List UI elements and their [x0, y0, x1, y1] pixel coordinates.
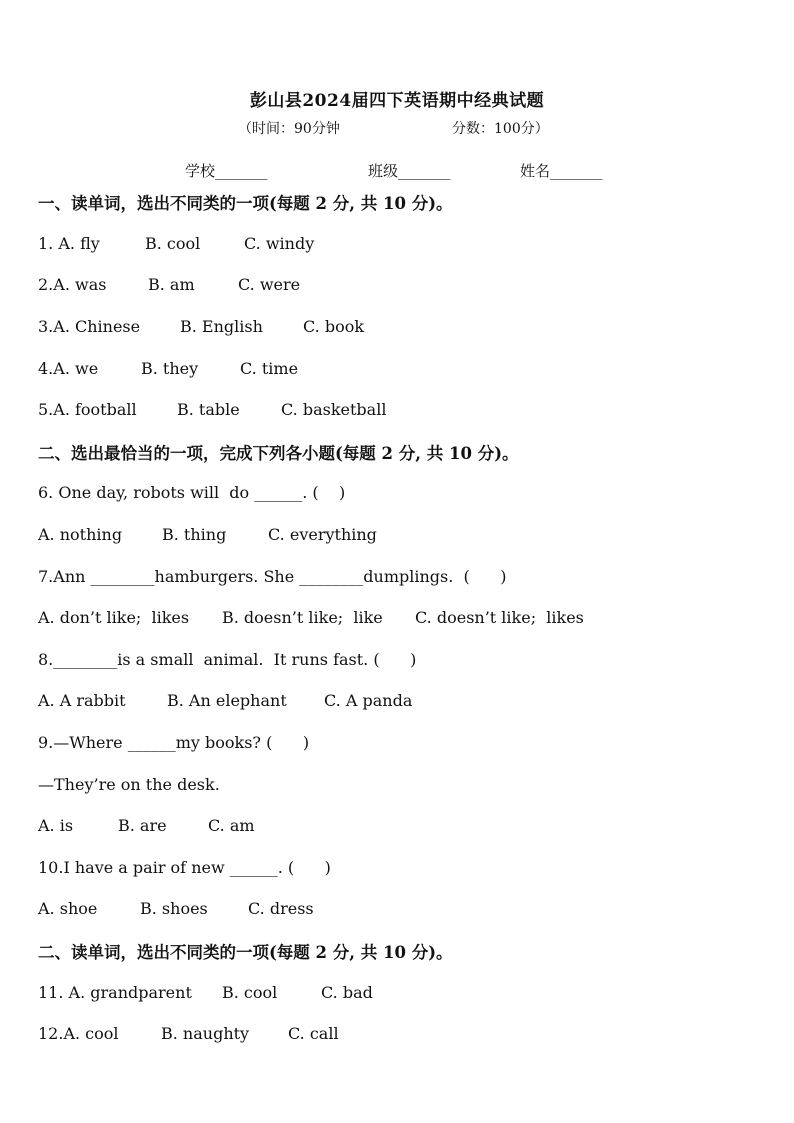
question-7-option-a: A. don’t like; likes — [38, 608, 190, 627]
question-12-option-c: C. call — [288, 1024, 339, 1043]
question-5-option-a: 5.A. football — [38, 400, 137, 419]
question-6-option-b: B. thing — [162, 525, 227, 544]
question-1-option-c: C. windy — [244, 234, 315, 253]
question-8-option-b: B. An elephant — [167, 691, 287, 710]
question-1-option-a: 1. A. fly — [38, 234, 100, 253]
question-2-option-b: B. am — [148, 275, 195, 294]
question-6-option-a: A. nothing — [38, 525, 123, 544]
question-2-option-a: 2.A. was — [38, 275, 107, 294]
question-7-option-c: C. doesn’t like; likes — [415, 608, 584, 627]
question-8-option-c: C. A panda — [324, 691, 413, 710]
question-9-option-c: C. am — [208, 816, 255, 835]
question-11-option-b: B. cool — [222, 983, 278, 1002]
section-heading-3: 二、读单词，选出不同类的一项(每题 2 分, 共 10 分)。 — [38, 943, 453, 962]
exam-score: 分数：100分） — [452, 121, 549, 137]
class-field: 班级_______ — [368, 162, 451, 180]
question-8-stem: 8.________is a small animal. It runs fast. ( ) — [38, 650, 417, 669]
question-10-option-b: B. shoes — [140, 899, 208, 918]
question-3-option-b: B. English — [180, 317, 263, 336]
question-12-option-b: B. naughty — [161, 1024, 250, 1043]
question-12-option-a: 12.A. cool — [38, 1024, 119, 1043]
question-7-stem: 7.Ann ________hamburgers. She ________dumplings. ( ) — [38, 567, 507, 586]
question-10-option-a: A. shoe — [38, 899, 98, 918]
question-9-stem: 9.—Where ______my books? ( ) — [38, 733, 310, 752]
question-3-option-c: C. book — [303, 317, 365, 336]
question-5-option-b: B. table — [177, 400, 240, 419]
question-6-option-c: C. everything — [268, 525, 377, 544]
exam-time: （时间：90分钟 — [238, 121, 340, 137]
question-10-option-c: C. dress — [248, 899, 314, 918]
question-4-option-a: 4.A. we — [38, 359, 99, 378]
question-11-option-c: C. bad — [321, 983, 373, 1002]
question-4-option-c: C. time — [240, 359, 299, 378]
question-1-option-b: B. cool — [145, 234, 201, 253]
question-9-option-b: B. are — [118, 816, 167, 835]
question-9-reply: —They’re on the desk. — [38, 775, 220, 794]
question-9-option-a: A. is — [38, 816, 74, 835]
question-5-option-c: C. basketball — [281, 400, 387, 419]
question-10-stem: 10.I have a pair of new ______. ( ) — [38, 858, 331, 877]
question-3-option-a: 3.A. Chinese — [38, 317, 141, 336]
question-7-option-b: B. doesn’t like; like — [222, 608, 383, 627]
section-heading-2: 二、选出最恰当的一项，完成下列各小题(每题 2 分, 共 10 分)。 — [38, 444, 519, 463]
question-4-option-b: B. they — [141, 359, 199, 378]
question-8-option-a: A. A rabbit — [38, 691, 126, 710]
question-6-stem: 6. One day, robots will do ______. ( ) — [38, 483, 346, 502]
name-field: 姓名_______ — [520, 162, 603, 180]
section-heading-1: 一、读单词，选出不同类的一项(每题 2 分, 共 10 分)。 — [38, 194, 453, 213]
exam-title: 彭山县2024届四下英语期中经典试题 — [249, 91, 545, 111]
school-field: 学校_______ — [185, 162, 268, 180]
question-2-option-c: C. were — [238, 275, 301, 294]
question-11-option-a: 11. A. grandparent — [38, 983, 192, 1002]
